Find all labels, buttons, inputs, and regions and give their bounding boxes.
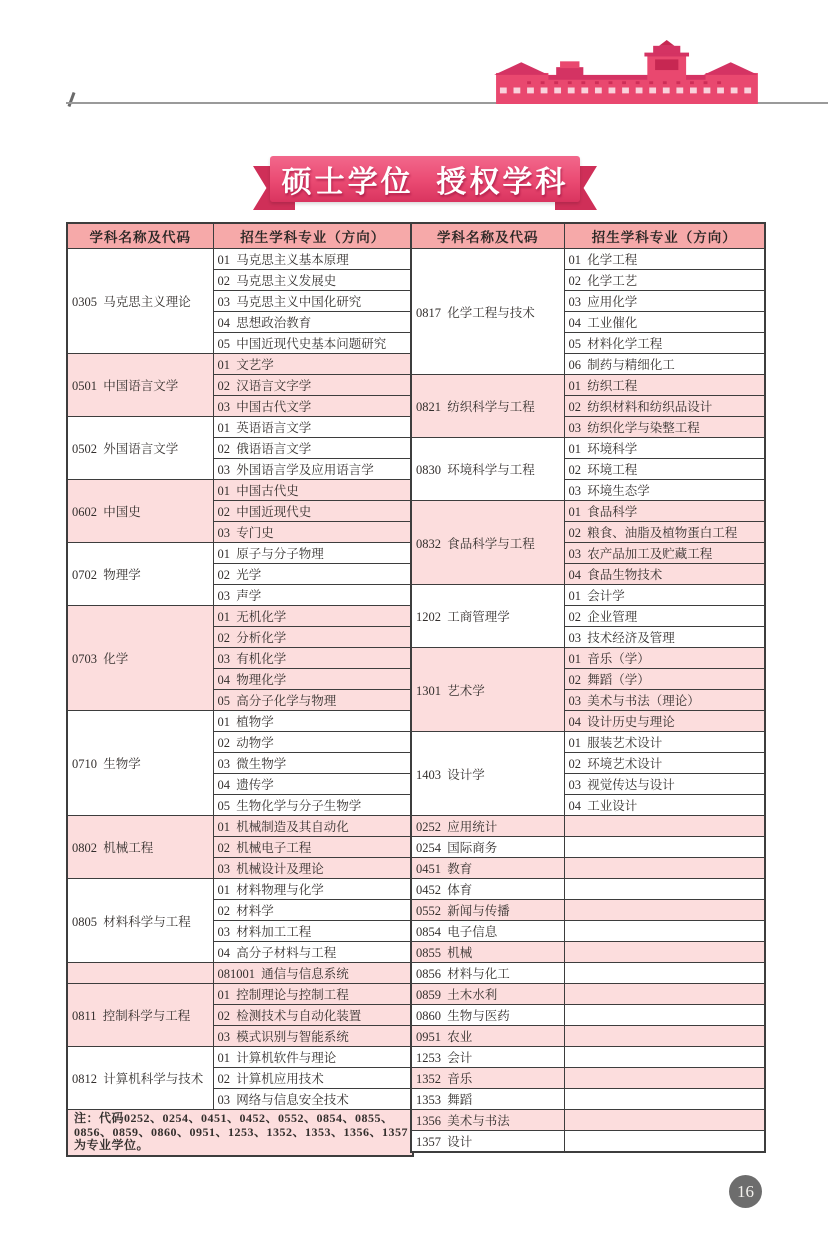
major-cell: 03 微生物学 xyxy=(213,753,413,774)
subject-cell-0830: 0830 环境科学与工程 xyxy=(411,438,564,501)
col-header-major-left: 招生学科专业（方向） xyxy=(213,223,413,249)
subject-cell-1352: 1352 音乐 xyxy=(411,1068,564,1089)
subject-cell-0821: 0821 纺织科学与工程 xyxy=(411,375,564,438)
major-cell: 01 中国古代史 xyxy=(213,480,413,501)
footnote: 注：代码0252、0254、0451、0452、0552、0854、0855、0856、0859、0860、0951、1253、1352、1353、1356、1357为专业学位。 xyxy=(67,1110,413,1156)
table-header-row xyxy=(67,223,413,249)
major-cell: 01 化学工程 xyxy=(564,249,765,270)
table-row xyxy=(67,984,413,1005)
table-row xyxy=(67,417,413,438)
major-cell: 02 舞蹈（学） xyxy=(564,669,765,690)
major-cell: 03 环境生态学 xyxy=(564,480,765,501)
table-row xyxy=(67,816,413,837)
subject-cell-0805: 0805 材料科学与工程 xyxy=(67,879,213,963)
subject-cell-0552: 0552 新闻与传播 xyxy=(411,900,564,921)
major-cell xyxy=(564,942,765,963)
degree-table-right xyxy=(410,222,766,1153)
subject-cell-0811: 0811 控制科学与工程 xyxy=(67,984,213,1047)
major-cell: 05 生物化学与分子生物学 xyxy=(213,795,413,816)
subject-cell-0252: 0252 应用统计 xyxy=(411,816,564,837)
subject-cell-0951: 0951 农业 xyxy=(411,1026,564,1047)
major-cell: 02 分析化学 xyxy=(213,627,413,648)
table-row xyxy=(67,354,413,375)
table-row xyxy=(411,585,765,606)
right-table-body xyxy=(411,249,765,1153)
major-cell: 02 化学工艺 xyxy=(564,270,765,291)
major-cell: 03 模式识别与智能系统 xyxy=(213,1026,413,1047)
major-cell: 02 光学 xyxy=(213,564,413,585)
major-cell: 03 专门史 xyxy=(213,522,413,543)
major-cell: 02 环境艺术设计 xyxy=(564,753,765,774)
major-cell xyxy=(564,858,765,879)
major-cell: 02 动物学 xyxy=(213,732,413,753)
subject-cell-0452: 0452 体育 xyxy=(411,879,564,900)
major-cell: 02 纺织材料和纺织品设计 xyxy=(564,396,765,417)
major-cell: 01 无机化学 xyxy=(213,606,413,627)
major-cell: 01 计算机软件与理论 xyxy=(213,1047,413,1068)
major-cell: 02 检测技术与自动化装置 xyxy=(213,1005,413,1026)
table-row xyxy=(411,858,765,879)
subject-cell-0860: 0860 生物与医药 xyxy=(411,1005,564,1026)
table-row xyxy=(67,606,413,627)
major-cell xyxy=(564,879,765,900)
table-row xyxy=(411,1026,765,1047)
table-row xyxy=(67,543,413,564)
major-cell: 06 制药与精细化工 xyxy=(564,354,765,375)
subject-cell-0802: 0802 机械工程 xyxy=(67,816,213,879)
major-cell: 01 英语语言文学 xyxy=(213,417,413,438)
table-row xyxy=(411,963,765,984)
major-cell: 02 环境工程 xyxy=(564,459,765,480)
table-row xyxy=(411,732,765,753)
major-cell xyxy=(564,837,765,858)
major-cell: 01 控制理论与控制工程 xyxy=(213,984,413,1005)
major-cell: 01 会计学 xyxy=(564,585,765,606)
table-row xyxy=(411,900,765,921)
subject-cell-1357: 1357 设计 xyxy=(411,1131,564,1153)
subject-cell-0854: 0854 电子信息 xyxy=(411,921,564,942)
col-header-subject-right: 学科名称及代码 xyxy=(411,223,564,249)
major-cell: 03 网络与信息安全技术 xyxy=(213,1089,413,1110)
major-cell xyxy=(564,963,765,984)
major-cell: 03 外国语言学及应用语言学 xyxy=(213,459,413,480)
major-cell xyxy=(564,816,765,837)
subject-cell-0702: 0702 物理学 xyxy=(67,543,213,606)
subject-cell-0817: 0817 化学工程与技术 xyxy=(411,249,564,375)
table-row xyxy=(411,1089,765,1110)
major-cell: 02 俄语语言文学 xyxy=(213,438,413,459)
major-cell xyxy=(564,1068,765,1089)
subject-cell-1403: 1403 设计学 xyxy=(411,732,564,816)
subject-cell-1301: 1301 艺术学 xyxy=(411,648,564,732)
subject-cell-0859: 0859 土木水利 xyxy=(411,984,564,1005)
subject-cell-0832: 0832 食品科学与工程 xyxy=(411,501,564,585)
table-row xyxy=(411,1005,765,1026)
table-row xyxy=(411,1068,765,1089)
major-cell: 02 企业管理 xyxy=(564,606,765,627)
major-cell xyxy=(564,900,765,921)
major-cell xyxy=(564,1110,765,1131)
major-cell: 02 材料学 xyxy=(213,900,413,921)
major-cell: 01 服装艺术设计 xyxy=(564,732,765,753)
table-row xyxy=(67,963,413,984)
table-row xyxy=(411,438,765,459)
subject-cell-1356: 1356 美术与书法 xyxy=(411,1110,564,1131)
subject-cell-0602: 0602 中国史 xyxy=(67,480,213,543)
subject-cell-blank xyxy=(67,963,213,984)
major-cell: 02 汉语言文字学 xyxy=(213,375,413,396)
major-cell: 03 视觉传达与设计 xyxy=(564,774,765,795)
major-cell: 03 有机化学 xyxy=(213,648,413,669)
table-header-row xyxy=(411,223,765,249)
subject-cell-1202: 1202 工商管理学 xyxy=(411,585,564,648)
col-header-major-right: 招生学科专业（方向） xyxy=(564,223,765,249)
major-cell: 02 机械电子工程 xyxy=(213,837,413,858)
major-cell: 081001 通信与信息系统 xyxy=(213,963,413,984)
major-cell: 01 原子与分子物理 xyxy=(213,543,413,564)
major-cell xyxy=(564,1047,765,1068)
major-cell: 01 文艺学 xyxy=(213,354,413,375)
table-row xyxy=(67,711,413,732)
major-cell: 02 马克思主义发展史 xyxy=(213,270,413,291)
major-cell: 02 中国近现代史 xyxy=(213,501,413,522)
table-row xyxy=(67,249,413,270)
subject-cell-0855: 0855 机械 xyxy=(411,942,564,963)
table-row xyxy=(411,921,765,942)
subject-cell-1353: 1353 舞蹈 xyxy=(411,1089,564,1110)
major-cell: 01 马克思主义基本原理 xyxy=(213,249,413,270)
major-cell: 05 材料化学工程 xyxy=(564,333,765,354)
subject-cell-0305: 0305 马克思主义理论 xyxy=(67,249,213,354)
major-cell: 03 马克思主义中国化研究 xyxy=(213,291,413,312)
major-cell: 04 工业催化 xyxy=(564,312,765,333)
left-table-body xyxy=(67,249,413,1110)
major-cell: 03 技术经济及管理 xyxy=(564,627,765,648)
subject-cell-0703: 0703 化学 xyxy=(67,606,213,711)
major-cell: 03 中国古代文学 xyxy=(213,396,413,417)
table-row xyxy=(411,879,765,900)
ribbon-band xyxy=(270,156,580,202)
major-cell: 03 应用化学 xyxy=(564,291,765,312)
table-row xyxy=(411,375,765,396)
note-row xyxy=(67,1110,413,1156)
major-cell xyxy=(564,984,765,1005)
major-cell: 01 食品科学 xyxy=(564,501,765,522)
major-cell: 01 材料物理与化学 xyxy=(213,879,413,900)
major-cell: 04 物理化学 xyxy=(213,669,413,690)
table-row xyxy=(411,1131,765,1153)
subject-cell-0502: 0502 外国语言文学 xyxy=(67,417,213,480)
major-cell: 03 美术与书法（理论） xyxy=(564,690,765,711)
table-row xyxy=(67,480,413,501)
table-row xyxy=(411,942,765,963)
table-row xyxy=(411,816,765,837)
subject-cell-0710: 0710 生物学 xyxy=(67,711,213,816)
ribbon-banner xyxy=(253,152,597,214)
table-row xyxy=(411,648,765,669)
table-row xyxy=(67,879,413,900)
major-cell: 03 材料加工工程 xyxy=(213,921,413,942)
major-cell: 04 遗传学 xyxy=(213,774,413,795)
major-cell: 04 工业设计 xyxy=(564,795,765,816)
major-cell: 03 纺织化学与染整工程 xyxy=(564,417,765,438)
campus-building-illustration xyxy=(490,40,762,104)
major-cell: 01 环境科学 xyxy=(564,438,765,459)
subject-cell-1253: 1253 会计 xyxy=(411,1047,564,1068)
major-cell: 05 中国近现代史基本问题研究 xyxy=(213,333,413,354)
table-row xyxy=(411,1047,765,1068)
table-row xyxy=(411,249,765,270)
major-cell: 02 粮食、油脂及植物蛋白工程 xyxy=(564,522,765,543)
table-row xyxy=(411,837,765,858)
subject-cell-0254: 0254 国际商务 xyxy=(411,837,564,858)
major-cell: 04 设计历史与理论 xyxy=(564,711,765,732)
major-cell: 01 机械制造及其自动化 xyxy=(213,816,413,837)
major-cell: 01 植物学 xyxy=(213,711,413,732)
page-number-badge: 16 xyxy=(729,1175,762,1208)
major-cell: 04 思想政治教育 xyxy=(213,312,413,333)
major-cell: 02 计算机应用技术 xyxy=(213,1068,413,1089)
col-header-subject-left: 学科名称及代码 xyxy=(67,223,213,249)
table-row xyxy=(411,501,765,522)
major-cell: 04 食品生物技术 xyxy=(564,564,765,585)
major-cell: 03 声学 xyxy=(213,585,413,606)
page-title: 硕士学位 授权学科 xyxy=(281,166,569,199)
subject-cell-0451: 0451 教育 xyxy=(411,858,564,879)
major-cell: 01 纺织工程 xyxy=(564,375,765,396)
major-cell xyxy=(564,1026,765,1047)
table-row xyxy=(67,1047,413,1068)
major-cell: 04 高分子材料与工程 xyxy=(213,942,413,963)
subject-cell-0812: 0812 计算机科学与技术 xyxy=(67,1047,213,1110)
table-row xyxy=(411,1110,765,1131)
major-cell xyxy=(564,1131,765,1153)
major-cell xyxy=(564,921,765,942)
major-cell: 05 高分子化学与物理 xyxy=(213,690,413,711)
subject-cell-0856: 0856 材料与化工 xyxy=(411,963,564,984)
subject-cell-0501: 0501 中国语言文学 xyxy=(67,354,213,417)
major-cell xyxy=(564,1005,765,1026)
major-cell xyxy=(564,1089,765,1110)
major-cell: 03 农产品加工及贮藏工程 xyxy=(564,543,765,564)
major-cell: 01 音乐（学） xyxy=(564,648,765,669)
table-row xyxy=(411,984,765,1005)
header-slash-mark xyxy=(68,92,76,107)
degree-table-left xyxy=(66,222,414,1157)
major-cell: 03 机械设计及理论 xyxy=(213,858,413,879)
